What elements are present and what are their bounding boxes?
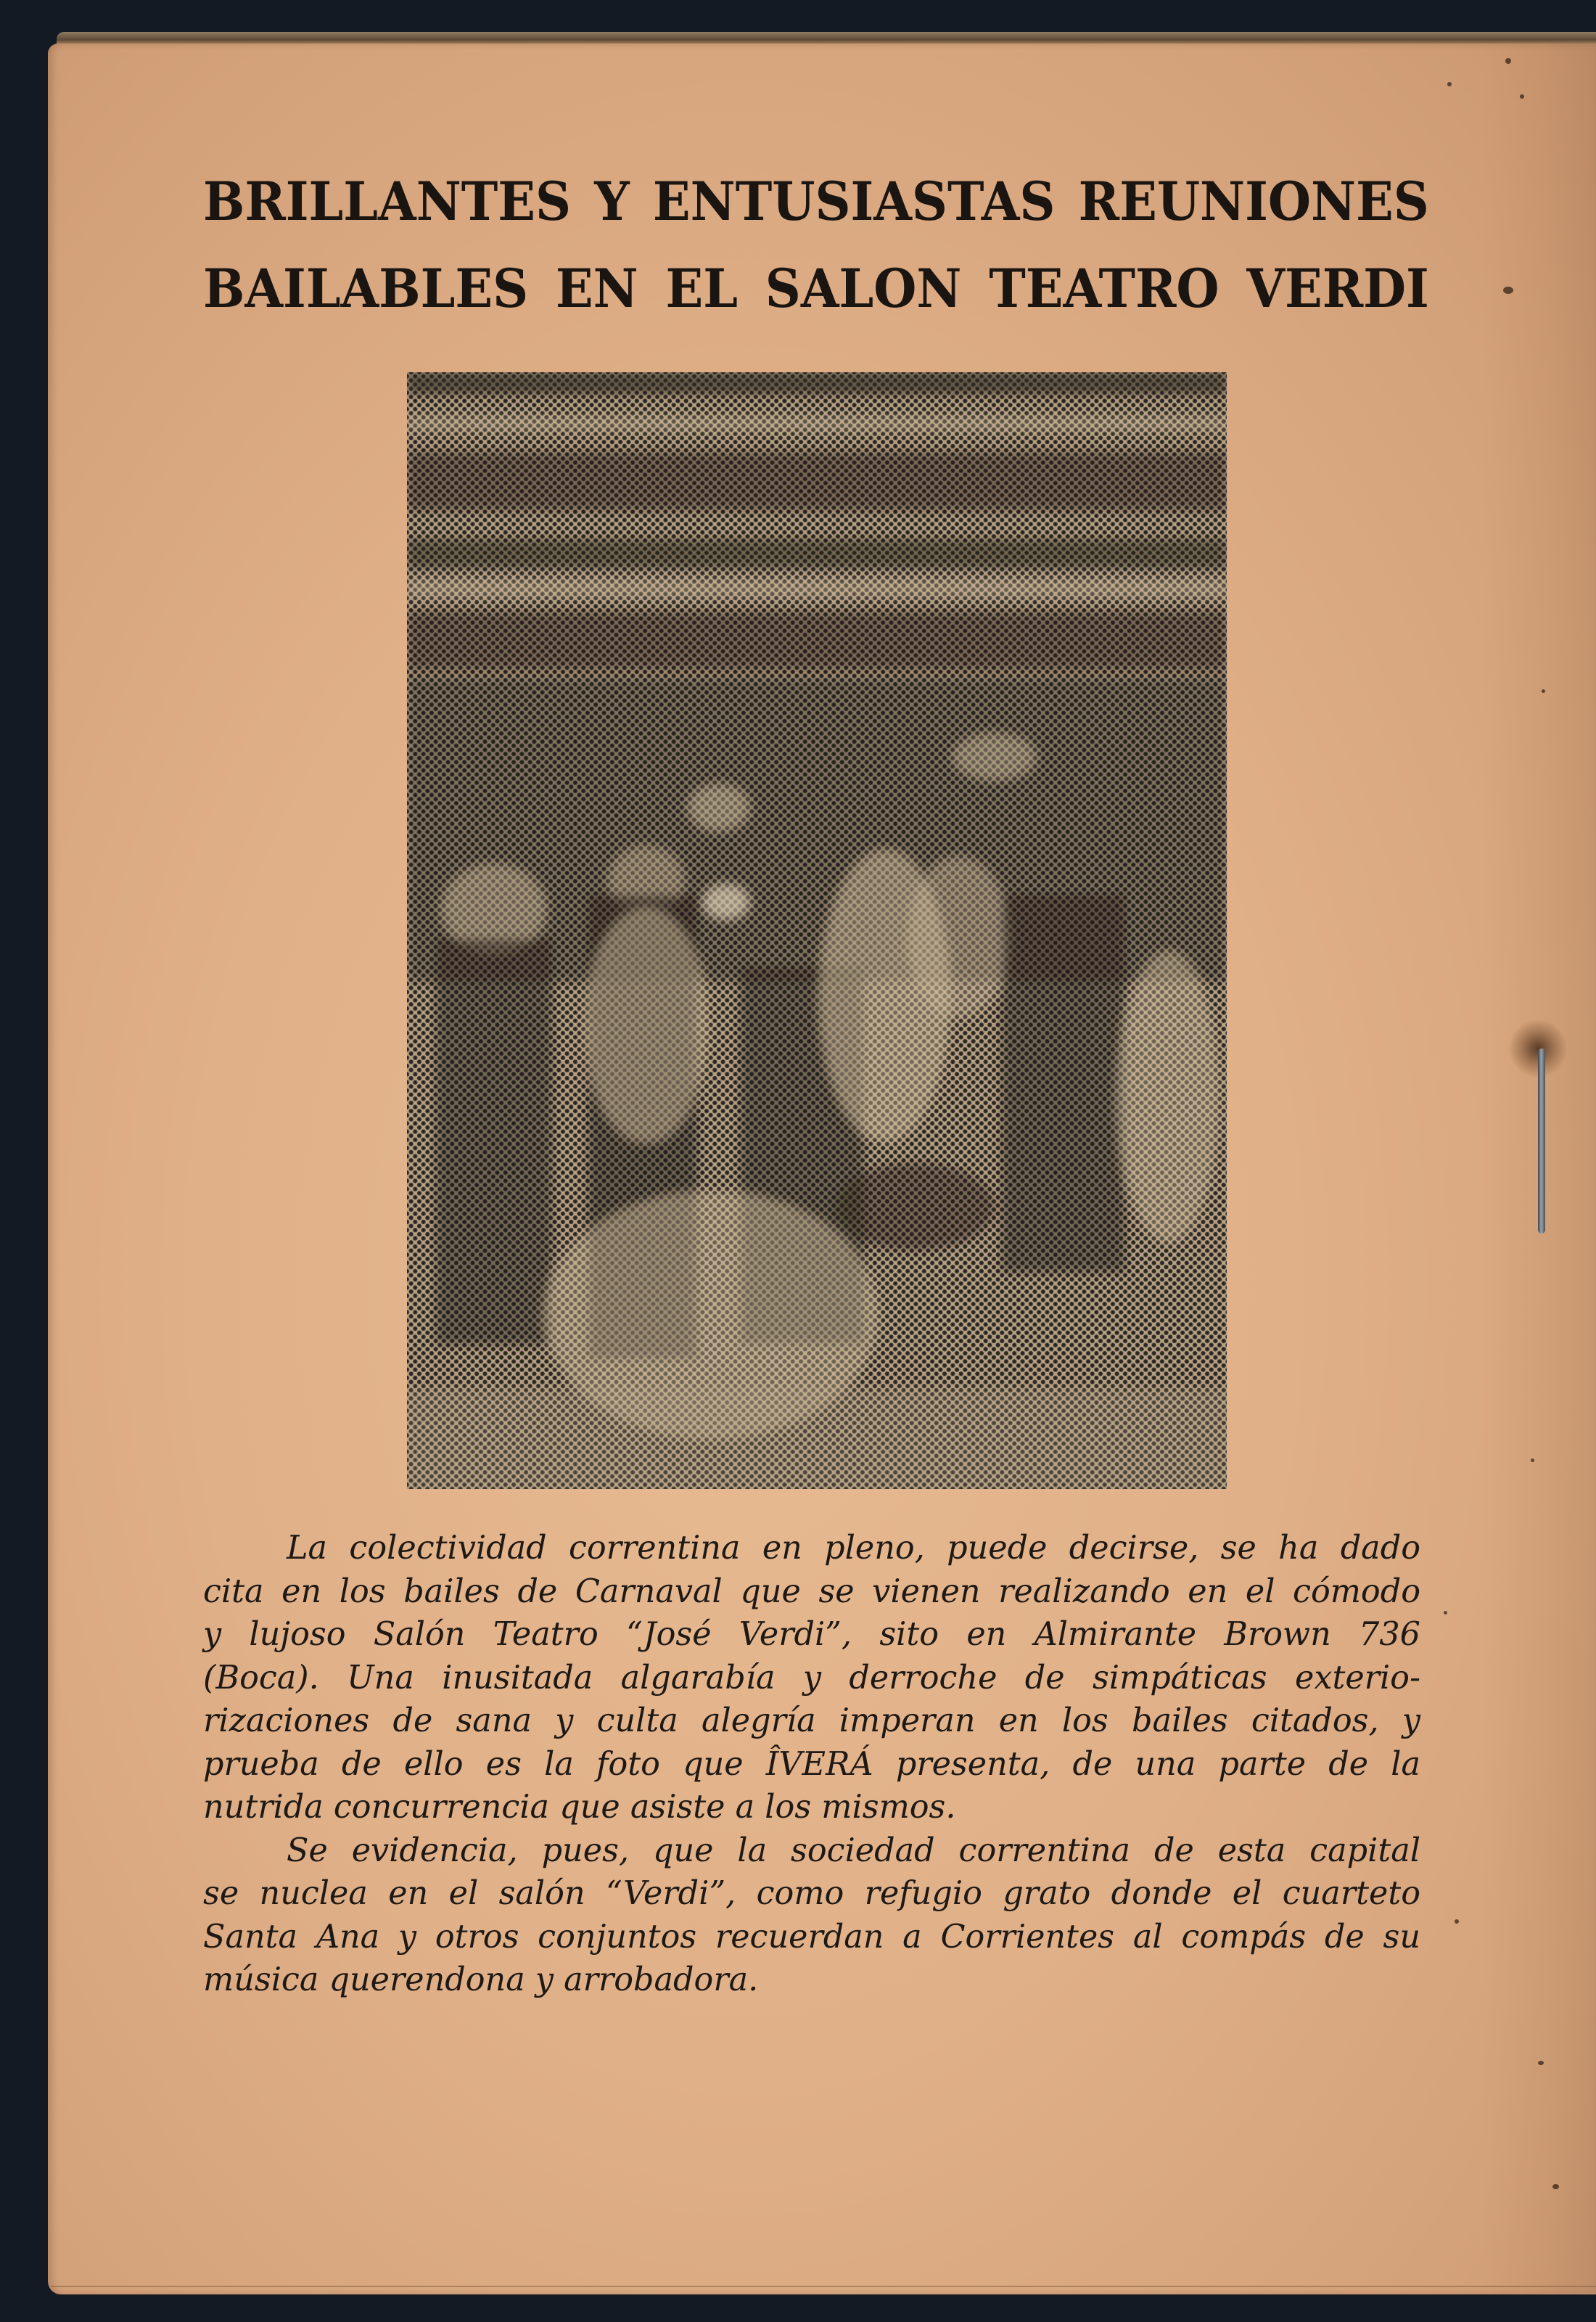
page-bottom-edge xyxy=(51,2286,1596,2287)
paper-speck xyxy=(1542,689,1545,693)
paper-speck xyxy=(1505,58,1511,64)
paper-speck xyxy=(1538,2061,1544,2065)
paper-speck xyxy=(1447,82,1452,86)
paper-speck xyxy=(1552,2184,1559,2189)
halftone-photo xyxy=(407,372,1227,1489)
article-body xyxy=(203,1527,1420,2002)
body-line: (Boca). Una inusitada algarabía y derroche de simpáticas exterio- xyxy=(203,1659,1420,1697)
paper-speck xyxy=(1455,1919,1459,1924)
body-line: Se evidencia, pues, que la sociedad correntina de esta capital xyxy=(287,1831,1420,1869)
body-line: música querendona y arrobadora. xyxy=(203,1961,759,1998)
title-line-2: BAILABLES EN EL SALON TEATRO VERDI xyxy=(203,258,1429,320)
body-line: prueba de ello es la foto que ÎVERÁ presenta, de una parte de la xyxy=(203,1745,1420,1783)
body-line: nutrida concurrencia que asiste a los mismos. xyxy=(203,1789,956,1826)
body-line: La colectividad correntina en pleno, puede decirse, se ha dado xyxy=(287,1530,1420,1567)
paper-speck xyxy=(1531,1459,1534,1462)
paper-speck xyxy=(1520,94,1524,99)
body-line: Santa Ana y otros conjuntos recuerdan a Corrientes al compás de su xyxy=(203,1918,1420,1956)
paper-speck xyxy=(1503,287,1513,294)
title-line-1: BRILLANTES Y ENTUSIASTAS REUNIONES xyxy=(203,171,1429,233)
staple xyxy=(1538,1049,1545,1234)
article-title xyxy=(203,158,1429,332)
ballroom-crowd-photo xyxy=(407,372,1227,1489)
body-line: se nuclea en el salón “Verdi”, como refugio grato donde el cuarteto xyxy=(203,1875,1420,1912)
body-line: rizaciones de sana y culta alegría imperan en los bailes citados, y xyxy=(203,1702,1420,1739)
body-line: cita en los bailes de Carnaval que se vienen realizando en el cómodo xyxy=(203,1572,1420,1610)
body-line: y lujoso Salón Teatro “José Verdi”, sito en Almirante Brown 736 xyxy=(203,1616,1420,1653)
paper-speck xyxy=(1444,1611,1447,1615)
